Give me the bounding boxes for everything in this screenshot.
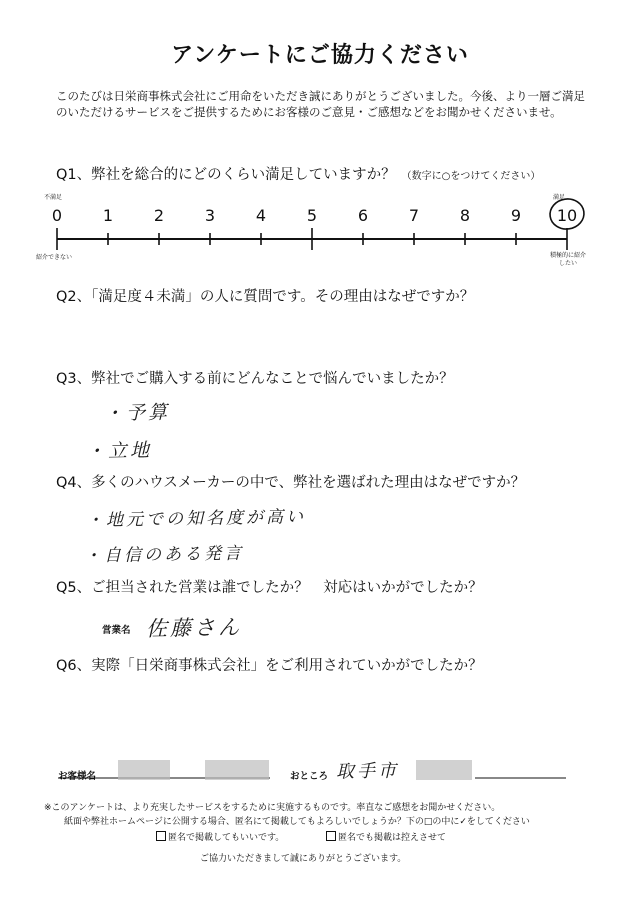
- redacted-name-2: [205, 760, 269, 780]
- footer-thanks: ご協力いただきまして誠にありがとうございます。: [200, 854, 407, 864]
- option-anonymous-ng[interactable]: 匿名でも掲載は控えさせて: [326, 830, 446, 843]
- survey-title: アンケートにご協力ください: [171, 43, 469, 68]
- sales-name-value: 佐藤さん: [145, 615, 243, 641]
- scale-number-5[interactable]: 5: [306, 206, 318, 225]
- scale-number-0[interactable]: 0: [51, 206, 63, 225]
- footer-note-2: 紙面や弊社ホームページに公開する場合、匿名にて掲載してもよろしいでしょうか？下の□の中に✓をしてください: [64, 817, 530, 827]
- scale-number-6[interactable]: 6: [357, 206, 369, 225]
- scale-right-bottom-label: 積極的に紹介したい: [549, 252, 586, 267]
- q6-text: Q6、実際「日栄商事株式会社」をご利用されていかがでしたか？: [56, 658, 483, 674]
- q4-answer-1: ・地元での知名度が高い: [85, 507, 307, 531]
- q5-text: Q5、ご担当された営業は誰でしたか？ 対応はいかがでしたか？: [56, 580, 483, 596]
- checkbox-anonymous-ok[interactable]: [156, 831, 166, 841]
- q4-answer-2: ・自信のある発言: [83, 543, 245, 567]
- scale-left-top-label: 不満足: [44, 194, 63, 201]
- scale-right-top-label: 満足: [553, 194, 566, 201]
- checkbox-anonymous-ng[interactable]: [326, 831, 336, 841]
- scale-left-bottom-label: 紹介できない: [36, 254, 73, 261]
- scale-number-8[interactable]: 8: [459, 206, 471, 225]
- customer-address-label: おところ: [290, 771, 329, 782]
- q4-text: Q4、多くのハウスメーカーの中で、弊社を選ばれた理由はなぜですか？: [56, 475, 526, 491]
- q3-answer-2: ・立地: [85, 439, 153, 463]
- scale-number-3[interactable]: 3: [204, 206, 216, 225]
- scale-number-10[interactable]: 10: [556, 206, 578, 225]
- redacted-name-1: [118, 760, 170, 780]
- customer-address-value: 取手市: [335, 760, 400, 783]
- scale-number-9[interactable]: 9: [510, 206, 522, 225]
- scale-number-7[interactable]: 7: [408, 206, 420, 225]
- footer-note-1: ※このアンケートは、より充実したサービスをするために実施するものです。率直なご感想をお聞かせください。: [44, 803, 501, 813]
- scale-number-1[interactable]: 1: [102, 206, 114, 225]
- option-anonymous-ok[interactable]: 匿名で掲載してもいいです。: [156, 830, 284, 843]
- q1-text: Q1、弊社を総合的にどのくらい満足していますか？: [56, 167, 396, 183]
- sales-name-label: 営業名: [102, 625, 131, 636]
- redacted-address: [416, 760, 472, 780]
- scale-number-4[interactable]: 4: [255, 206, 267, 225]
- q3-text: Q3、弊社でご購入する前にどんなことで悩んでいましたか？: [56, 371, 454, 387]
- scale-number-2[interactable]: 2: [153, 206, 165, 225]
- intro-text: このたびは日栄商事株式会社にご用命をいただき誠にありがとうございました。今後、より一層ご満足のいただけるサービスをご提供するためにお客様のご意見・ご感想などをお聞かせくださいませ。: [56, 89, 585, 119]
- customer-name-label: お客様名: [58, 771, 97, 782]
- selected-value-circle: [548, 197, 586, 231]
- q3-answer-1: ・予算: [103, 401, 171, 425]
- q2-text: Q2、「満足度４未満」の人に質問です。その理由はなぜですか？: [56, 289, 475, 305]
- q1-hint: （数字に○をつけてください）: [401, 171, 541, 182]
